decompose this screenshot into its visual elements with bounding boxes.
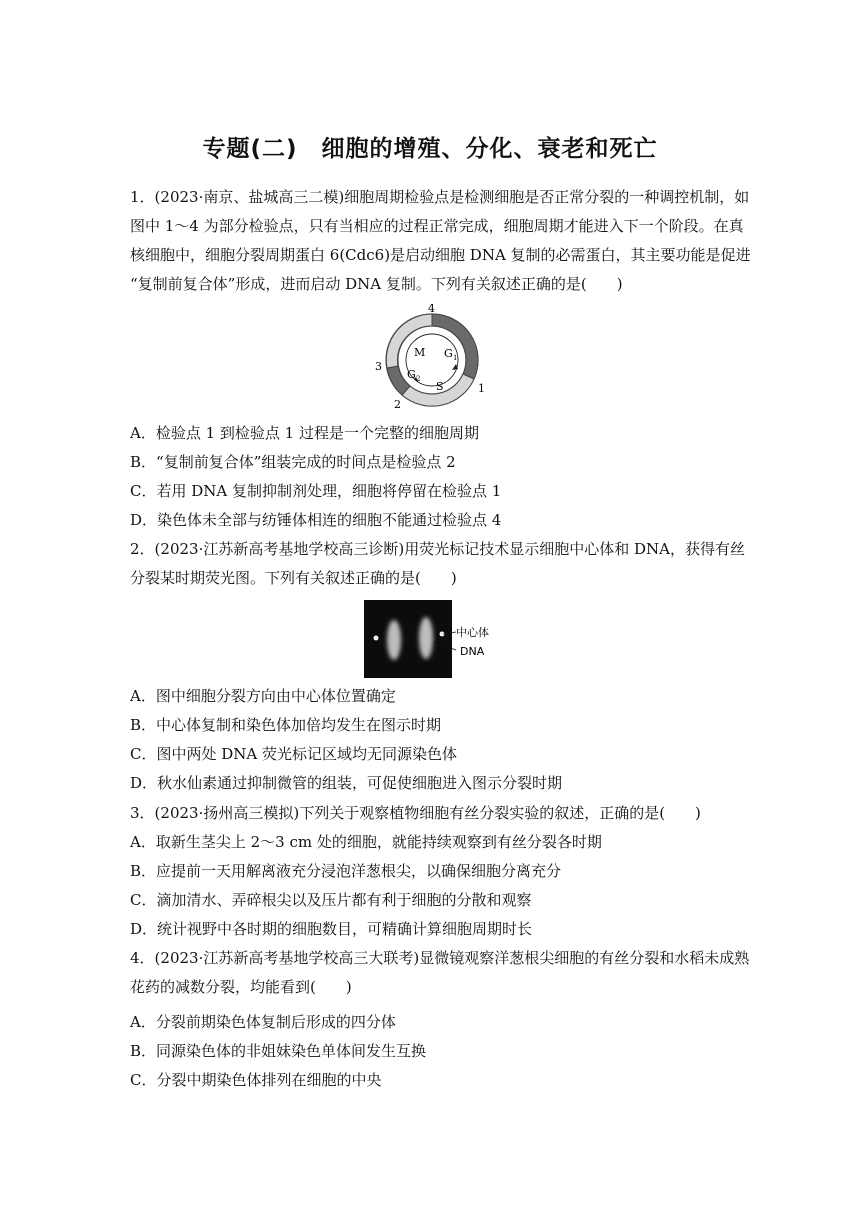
dna-label: DNA [460, 645, 485, 658]
centrosome-label: 中心体 [456, 626, 489, 639]
dna-region-right [419, 617, 433, 659]
checkpoint-3-label: 3 [375, 360, 382, 373]
q2-option-d: D．秋水仙素通过抑制微管的组装，可促使细胞进入图示分裂时期 [130, 774, 563, 792]
q4-stem-line-2: 花药的减数分裂，均能看到( ) [130, 978, 352, 996]
q2-option-c: C．图中两处 DNA 荧光标记区域均无同源染色体 [130, 745, 457, 763]
fluorescence-micrograph [364, 600, 504, 678]
q1-option-b: B．“复制前复合体”组装完成的时间点是检验点 2 [130, 453, 456, 471]
q3-option-c: C．滴加清水、弄碎根尖以及压片都有利于细胞的分散和观察 [130, 891, 532, 909]
q1-stem-line-4: “复制前复合体”形成，进而启动 DNA 复制。下列有关叙述正确的是( ) [130, 275, 623, 293]
q2-option-b: B．中心体复制和染色体加倍均发生在图示时期 [130, 716, 442, 734]
checkpoint-4-label: 4 [428, 304, 435, 315]
dna-region-left [387, 620, 401, 660]
q3-option-d: D．统计视野中各时期的细胞数目，可精确计算细胞周期时长 [130, 920, 533, 938]
phase-g1-subscript: 1 [453, 354, 458, 362]
q2-option-a: A．图中细胞分裂方向由中心体位置确定 [130, 687, 396, 705]
q4-option-b: B．同源染色体的非姐妹染色单体间发生互换 [130, 1042, 427, 1060]
phase-g2-subscript: 2 [416, 375, 421, 383]
checkpoint-2-label: 2 [394, 398, 401, 411]
q1-option-c: C．若用 DNA 复制抑制剂处理，细胞将停留在检验点 1 [130, 482, 502, 500]
q2-stem-line-2: 分裂某时期荧光图。下列有关叙述正确的是( ) [130, 569, 457, 587]
q1-stem-line-3: 核细胞中，细胞分裂周期蛋白 6(Cdc6)是启动细胞 DNA 复制的必需蛋白，其主要功能是促进 [130, 246, 751, 264]
q1-stem-line-2: 图中 1～4 为部分检验点，只有当相应的过程正常完成，细胞周期才能进入下一个阶段。在真 [130, 217, 744, 235]
checkpoint-1-label: 1 [478, 382, 485, 395]
q4-option-c: C．分裂中期染色体排列在细胞的中央 [130, 1071, 382, 1089]
cell-cycle-diagram [372, 304, 492, 416]
q3-option-a: A．取新生茎尖上 2～3 cm 处的细胞，就能持续观察到有丝分裂各时期 [130, 833, 602, 851]
q3-stem: 3．(2023·扬州高三模拟)下列关于观察植物细胞有丝分裂实验的叙述，正确的是( ) [130, 804, 701, 822]
q4-stem-line-1: 4．(2023·江苏新高考基地学校高三大联考)显微镜观察洋葱根尖细胞的有丝分裂和水稻未成熟 [130, 949, 750, 967]
q1-stem-line-1: 1．(2023·南京、盐城高三二模)细胞周期检验点是检测细胞是否正常分裂的一种调控机制，如 [130, 188, 750, 206]
phase-g1-label: G [444, 347, 453, 360]
page-title: 专题(二) 细胞的增殖、分化、衰老和死亡 [202, 136, 658, 162]
phase-g2-label: G [407, 368, 416, 381]
q1-option-a: A．检验点 1 到检验点 1 过程是一个完整的细胞周期 [130, 424, 479, 442]
phase-m-label: M [414, 346, 426, 359]
q4-option-a: A．分裂前期染色体复制后形成的四分体 [130, 1013, 396, 1031]
q1-option-d: D．染色体未全部与纺锤体相连的细胞不能通过检验点 4 [130, 511, 502, 529]
q2-stem-line-1: 2．(2023·江苏新高考基地学校高三诊断)用荧光标记技术显示细胞中心体和 DNA，获得有丝 [130, 540, 745, 558]
phase-s-label: S [436, 380, 444, 393]
centrosome-left [374, 636, 379, 641]
q3-option-b: B．应提前一天用解离液充分浸泡洋葱根尖，以确保细胞分离充分 [130, 862, 562, 880]
